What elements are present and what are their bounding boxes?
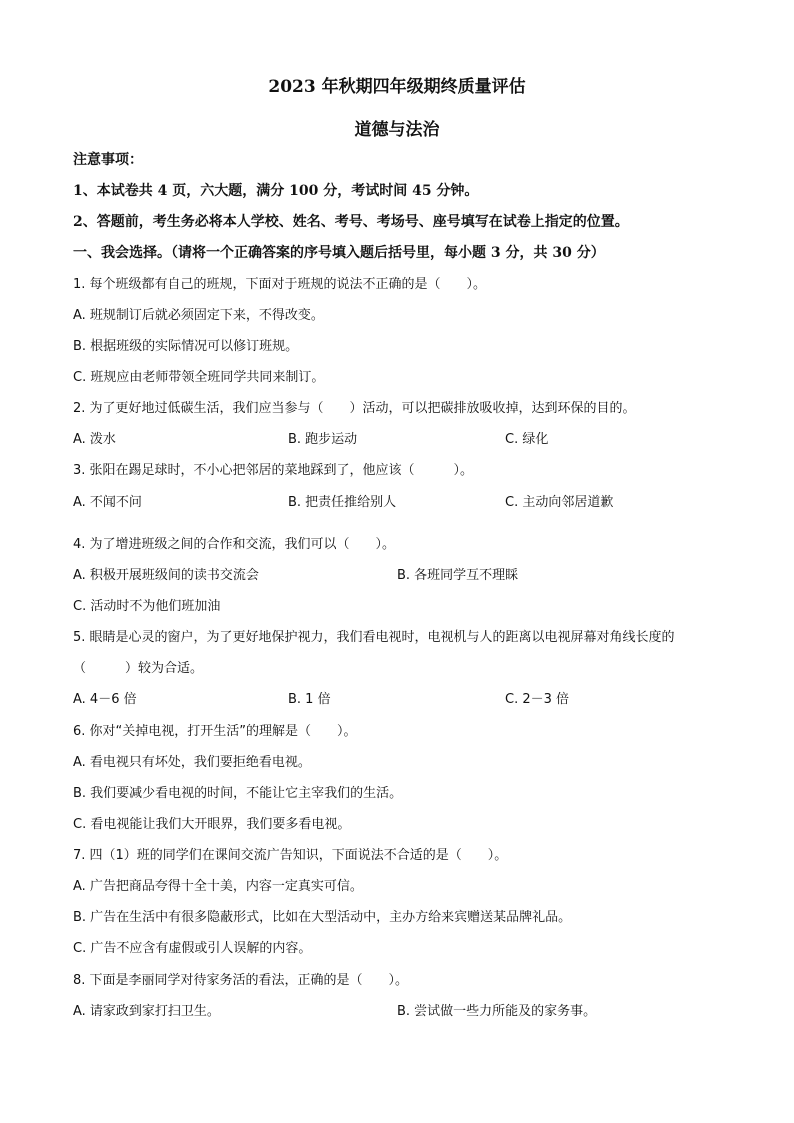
question-6-option-c: C. 看电视能让我们大开眼界，我们要多看电视。 xyxy=(73,817,351,832)
question-4-option-c: C. 活动时不为他们班加油 xyxy=(73,599,221,614)
note-2: 2、答题前，考生务必将本人学校、姓名、考号、考场号、座号填写在试卷上指定的位置。 xyxy=(73,214,629,230)
question-7-option-c: C. 广告不应含有虚假或引人误解的内容。 xyxy=(73,941,312,956)
question-5-option-c: C. 2－3 倍 xyxy=(505,692,570,707)
notes-heading: 注意事项： xyxy=(73,152,143,168)
question-3-option-a: A. 不闻不问 xyxy=(73,495,142,510)
question-1-option-a: A. 班规制订后就必须固定下来，不得改变。 xyxy=(73,308,324,323)
exam-title: 2023 年秋期四年级期终质量评估 xyxy=(268,77,526,97)
question-5-option-b: B. 1 倍 xyxy=(288,692,331,707)
subject-title: 道德与法治 xyxy=(354,120,440,140)
question-6-stem: 6. 你对“关掉电视，打开生活”的理解是（ ）。 xyxy=(73,724,357,739)
question-8-option-b: B. 尝试做一些力所能及的家务事。 xyxy=(397,1004,597,1019)
question-4-stem: 4. 为了增进班级之间的合作和交流，我们可以（ ）。 xyxy=(73,537,396,552)
question-4-option-a: A. 积极开展班级间的读书交流会 xyxy=(73,568,259,583)
question-8-stem: 8. 下面是李丽同学对待家务活的看法，正确的是（ ）。 xyxy=(73,973,409,988)
question-6-option-b: B. 我们要减少看电视的时间，不能让它主宰我们的生活。 xyxy=(73,786,403,801)
question-3-option-b: B. 把责任推给别人 xyxy=(288,495,397,510)
question-7-option-b: B. 广告在生活中有很多隐蔽形式，比如在大型活动中，主办方给来宾赠送某品牌礼品。 xyxy=(73,910,572,925)
question-8-option-a: A. 请家政到家打扫卫生。 xyxy=(73,1004,220,1019)
question-1-stem: 1. 每个班级都有自己的班规，下面对于班规的说法不正确的是（ ）。 xyxy=(73,277,487,292)
question-2-option-c: C. 绿化 xyxy=(505,432,549,447)
question-3-stem: 3. 张阳在踢足球时，不小心把邻居的菜地踩到了，他应该（ ）。 xyxy=(73,463,474,478)
question-7-stem: 7. 四（1）班的同学们在课间交流广告知识，下面说法不合适的是（ ）。 xyxy=(73,848,508,863)
question-2-stem: 2. 为了更好地过低碳生活，我们应当参与（ ）活动，可以把碳排放吸收掉，达到环保的目的。 xyxy=(73,401,636,416)
question-5-option-a: A. 4－6 倍 xyxy=(73,692,137,707)
question-2-option-a: A. 泼水 xyxy=(73,432,116,447)
question-7-option-a: A. 广告把商品夸得十全十美，内容一定真实可信。 xyxy=(73,879,363,894)
question-5-stem: 5. 眼睛是心灵的窗户，为了更好地保护视力，我们看电视时，电视机与人的距离以电视屏幕对角线长度的 xyxy=(73,630,675,645)
question-1-option-c: C. 班规应由老师带领全班同学共同来制订。 xyxy=(73,370,325,385)
question-1-option-b: B. 根据班级的实际情况可以修订班规。 xyxy=(73,339,299,354)
question-2-option-b: B. 跑步运动 xyxy=(288,432,358,447)
question-6-option-a: A. 看电视只有坏处，我们要拒绝看电视。 xyxy=(73,755,311,770)
note-1: 1、本试卷共 4 页，六大题，满分 100 分，考试时间 45 分钟。 xyxy=(73,183,479,199)
question-5-stem-continued: （ ）较为合适。 xyxy=(73,661,204,676)
section-1-heading: 一、我会选择。（请将一个正确答案的序号填入题后括号里，每小题 3 分，共 30 分） xyxy=(73,245,605,261)
question-3-option-c: C. 主动向邻居道歉 xyxy=(505,495,614,510)
question-4-option-b: B. 各班同学互不理睬 xyxy=(397,568,519,583)
